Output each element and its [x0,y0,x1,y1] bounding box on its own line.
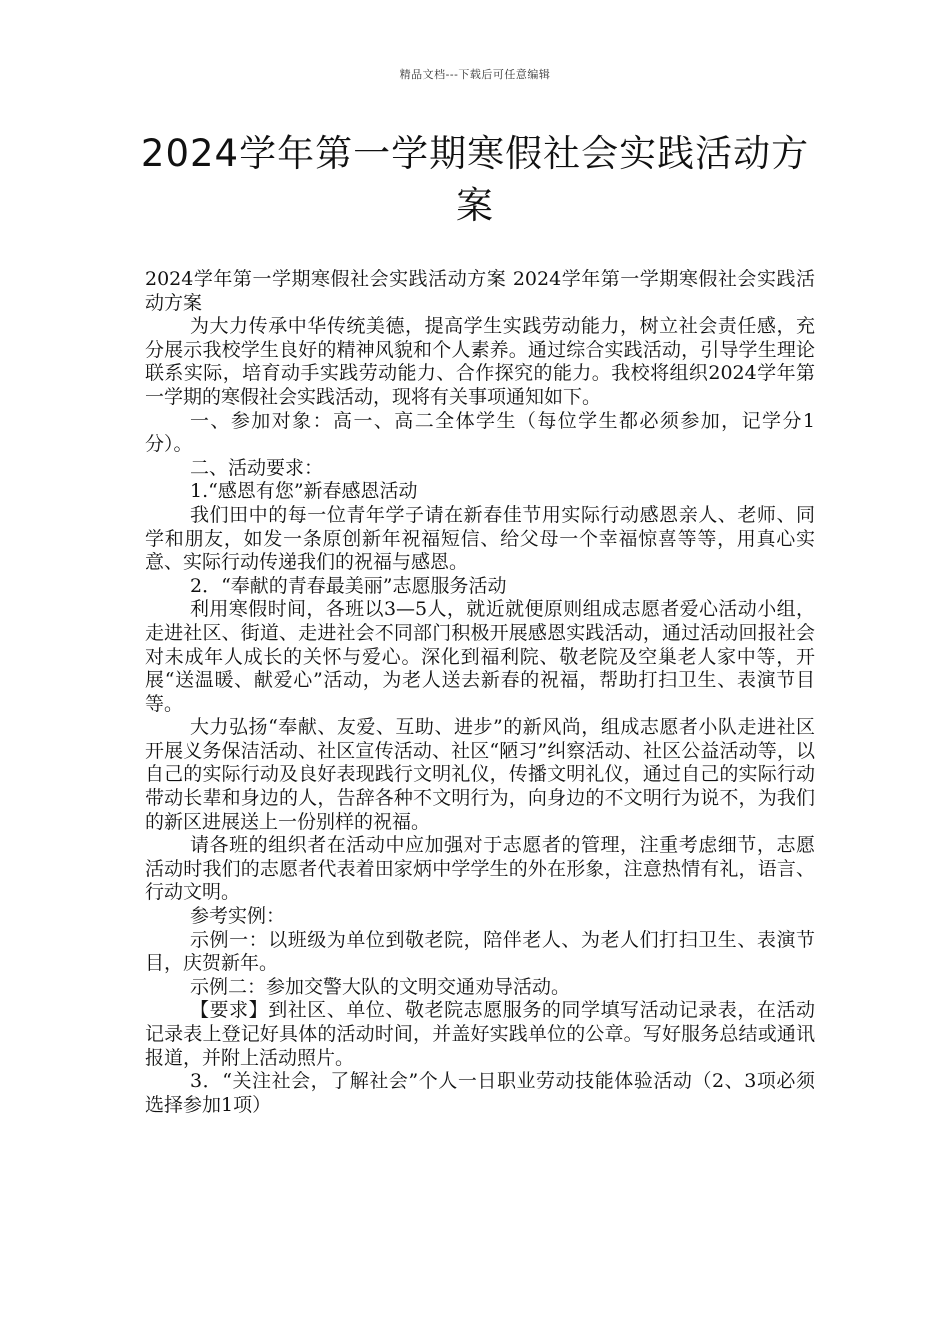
paragraph-purpose: 为大力传承中华传统美德，提高学生实践劳动能力，树立社会责任感，充分展示我校学生良好的精神风貌和个人素养。通过综合实践活动，引导学生理论联系实际，培育动手实践劳动能力、合作探究的能力。我校将组织2024学年第一学期的寒假社会实践活动，现将有关事项通知如下。 [145,315,815,408]
requirements-note: 【要求】到社区、单位、敬老院志愿服务的同学填写活动记录表，在活动记录表上登记好具体的活动时间，并盖好实践单位的公章。写好服务总结或通讯报道，并附上活动照片。 [145,999,815,1069]
example-1: 示例一：以班级为单位到敬老院，陪伴老人、为老人们打扫卫生、表演节目，庆贺新年。 [145,928,815,975]
activity-1-body: 我们田中的每一位青年学子请在新春佳节用实际行动感恩亲人、老师、同学和朋友，如发一条原创新年祝福短信、给父母一个幸福惊喜等等，用真心实意、实际行动传递我们的祝福与感恩。 [145,503,815,574]
activity-2-body-cont: 大力弘扬“奉献、友爱、互助、进步”的新风尚，组成志愿者小队走进社区开展义务保洁活动、社区宣传活动、社区“陋习”纠察活动、社区公益活动等，以自己的实际行动及良好表现践行文明礼仪，传播文明礼仪，通过自己的实际行动带动长辈和身边的人，告辞各种不文明行为，向身边的不文明行为说不，为我们的新区进展送上一份别样的祝福。 [145,716,815,833]
activity-2-heading: 2．“奉献的青春最美丽”志愿服务活动 [190,574,507,597]
examples-heading: 参考实例： [190,905,286,928]
section-participants: 一、参加对象：高一、高二全体学生（每位学生都必须参加，记学分1分）。 [145,409,815,456]
activity-3-heading: 3．“关注社会，了解社会”个人一日职业劳动技能体验活动（2、3项必须选择参加1项） [145,1070,815,1116]
header-note: 精品文档---下载后可任意编辑 [399,68,551,81]
example-2: 示例二：参加交警大队的文明交通劝导活动。 [190,975,571,998]
organizer-note: 请各班的组织者在活动中应加强对于志愿者的管理，注重考虑细节，志愿活动时我们的志愿者代表着田家炳中学学生的外在形象，注意热情有礼，语言、行动文明。 [145,834,815,904]
section-requirements-heading: 二、活动要求： [190,456,324,479]
document-title: 2024学年第一学期寒假社会实践活动方案 [140,132,810,227]
intro-repeat-title: 2024学年第一学期寒假社会实践活动方案 2024学年第一学期寒假社会实践活动方案 [145,268,815,314]
document-body [145,268,815,1117]
activity-2-body: 利用寒假时间，各班以3—5人，就近就便原则组成志愿者爱心活动小组，走进社区、街道、走进社会不同部门积极开展感恩实践活动，通过活动回报社会对未成年人成长的关怀与爱心。深化到福利院、敬老院及空巢老人家中等，开展“送温暖、献爱心”活动，为老人送去新春的祝福，帮助打扫卫生、表演节目等。 [145,598,815,715]
activity-1-heading: 1.“感恩有您”新春感恩活动 [190,480,418,503]
